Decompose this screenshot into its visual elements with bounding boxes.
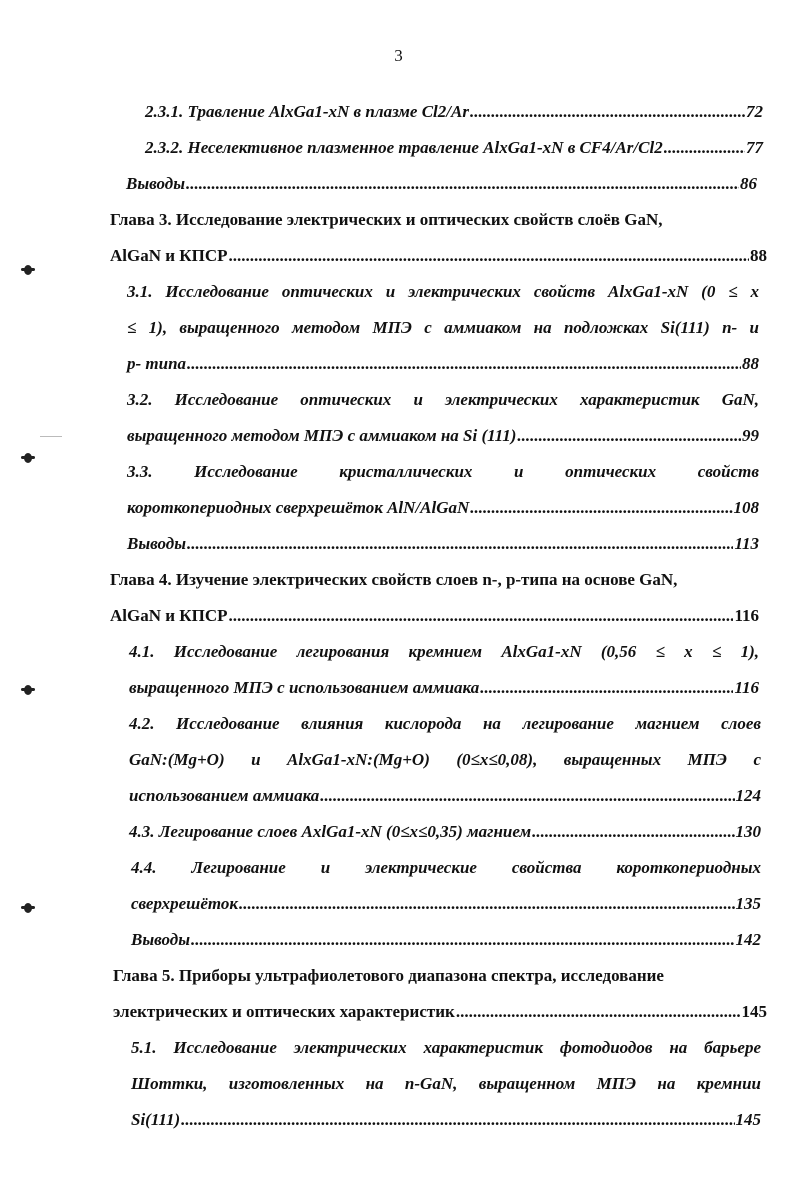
toc-entry-4-4: 4.4. Легирование и электрические свойства короткопериодных сверхрешёток ..... 135 — [0, 850, 797, 922]
table-of-contents — [0, 94, 797, 1138]
page-ref: 142 — [735, 930, 761, 949]
page-ref: 108 — [733, 498, 759, 517]
page-number: 3 — [394, 46, 403, 65]
page-ref: 77 — [746, 138, 763, 157]
page-ref: 145 — [741, 1002, 767, 1021]
toc-entry-conclusions-ch4: Выводы ..... 142 — [0, 922, 797, 958]
toc-entry-3-2: 3.2. Исследование оптических и электрических характеристик GaN, выращенного методом МПЭ с аммиаком на Si (111) ..... 99 — [0, 382, 797, 454]
page-ref: 88 — [750, 246, 767, 265]
page-ref: 72 — [746, 102, 763, 121]
toc-entry-conclusions-ch3: Выводы ..... 113 — [0, 526, 797, 562]
page-ref: 130 — [735, 822, 761, 841]
toc-entry-conclusions-ch2: Выводы ..... 86 — [0, 166, 797, 202]
page-ref: 116 — [734, 678, 759, 697]
toc-entry-4-2: 4.2. Исследование влияния кислорода на легирование магнием слоев GaN:(Mg+O) и AlxGa1-xN:(Mg+O) (0≤x≤0,08), выращенных МПЭ с использованием аммиака ..... 124 — [0, 706, 797, 814]
toc-entry-2-3-2: 2.3.2. Неселективное плазменное травление AlxGa1-xN в CF4/Ar/Cl2 ..... 77 — [0, 130, 797, 166]
toc-entry-3-3: 3.3. Исследование кристаллических и оптических свойств короткопериодных сверхрешёток AlN/AlGaN ..... 108 — [0, 454, 797, 526]
page-ref: 116 — [734, 606, 759, 625]
toc-entry-4-3: 4.3. Легирование слоев AxlGa1-xN (0≤x≤0,35) магнием ..... 130 — [0, 814, 797, 850]
toc-entry-3-1: 3.1. Исследование оптических и электрических свойств AlxGa1-xN (0 ≤ x ≤ 1), выращенного методом МПЭ с аммиаком на подложках Si(111) n- и p- типа ..... 88 — [0, 274, 797, 382]
page-ref: 124 — [735, 786, 761, 805]
page-ref: 145 — [735, 1110, 761, 1129]
toc-entry-4-1: 4.1. Исследование легирования кремнием AlxGa1-xN (0,56 ≤ x ≤ 1), выращенного МПЭ с использованием аммиака ..... 116 — [0, 634, 797, 706]
page-ref: 86 — [740, 174, 757, 193]
page-ref: 113 — [734, 534, 759, 553]
page-ref: 88 — [742, 354, 759, 373]
toc-entry-chapter-5: Глава 5. Приборы ультрафиолетового диапазона спектра, исследование электрических и оптических характеристик ..... 145 — [0, 958, 797, 1030]
toc-entry-2-3-1: 2.3.1. Травление AlxGa1-xN в плазме Cl2/Ar ..... 72 — [0, 94, 797, 130]
toc-entry-chapter-4: Глава 4. Изучение электрических свойств слоев n-, p-типа на основе GaN, AlGaN и КПСР ..... 116 — [0, 562, 797, 634]
toc-entry-5-1: 5.1. Исследование электрических характеристик фотодиодов на барьере Шоттки, изготовленных на n-GaN, выращенном МПЭ на кремнии Si(111) ..... 145 — [0, 1030, 797, 1138]
page-ref: 135 — [735, 894, 761, 913]
toc-entry-chapter-3: Глава 3. Исследование электрических и оптических свойств слоёв GaN, AlGaN и КПСР ..... 88 — [0, 202, 797, 274]
page-ref: 99 — [742, 426, 759, 445]
